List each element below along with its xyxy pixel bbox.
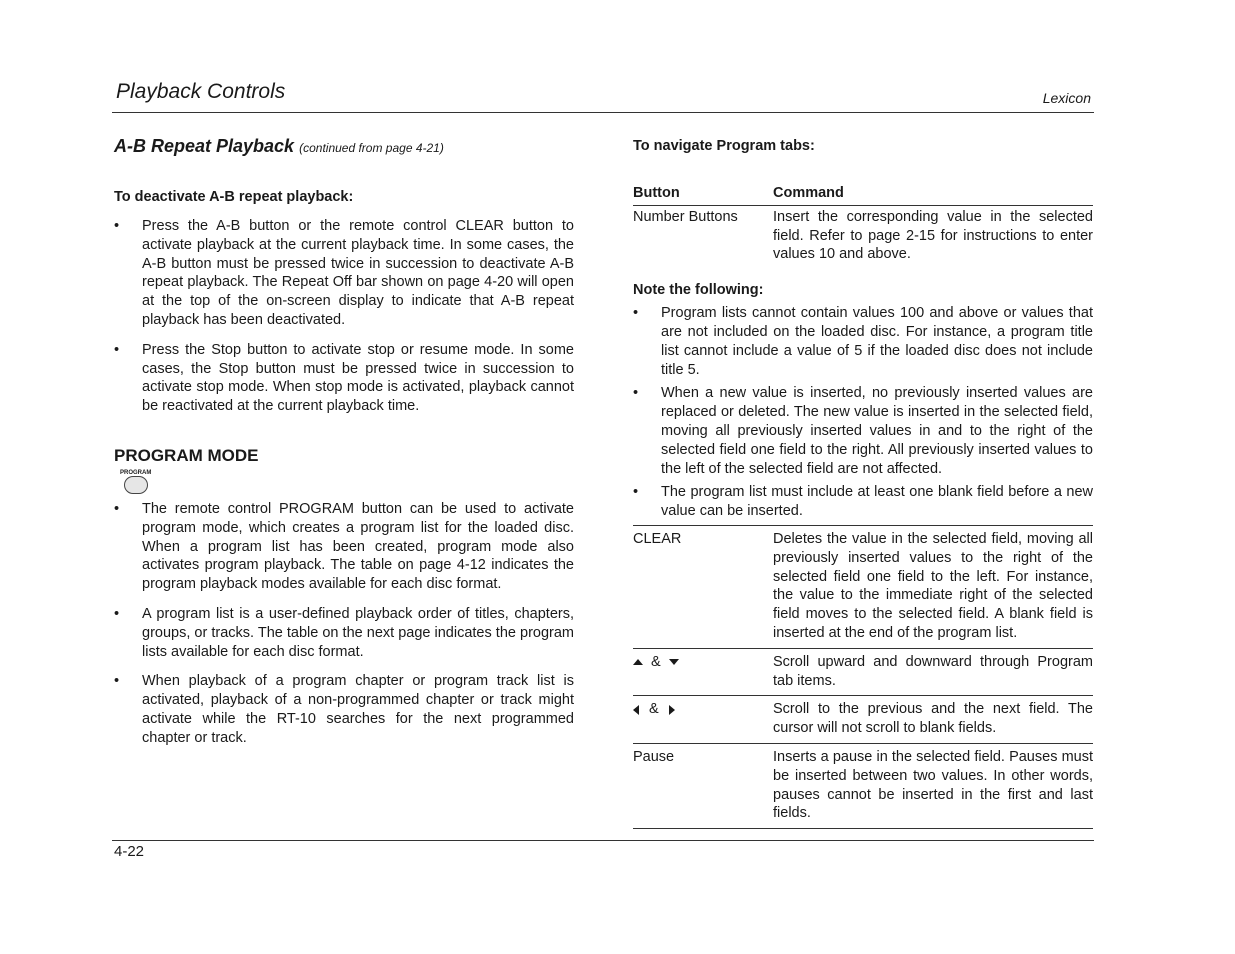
header-divider	[112, 112, 1094, 113]
program-button-label: PROGRAM	[120, 469, 152, 476]
list-item-text: A program list is a user-defined playback order of titles, chapters, groups, or tracks. The table on the next page indicates the program lists available for each disc format.	[142, 605, 574, 660]
bullet-icon: •	[114, 218, 120, 234]
brand-name: Lexicon	[1042, 90, 1091, 106]
cell-command: Scroll to the previous and the next field. The cursor will not scroll to blank fields.	[773, 701, 1093, 737]
table-row	[633, 743, 1093, 828]
bullet-icon: •	[633, 385, 639, 402]
table-row	[633, 648, 1093, 696]
list-item	[114, 605, 574, 661]
cell-button: Pause	[633, 748, 675, 765]
cell-command: Insert the corresponding value in the selected field. Refer to page 2-15 for instructions to enter values 10 and above.	[773, 208, 1093, 263]
ampersand: &	[649, 701, 659, 718]
cell-button	[633, 696, 773, 744]
list-item-text: The program list must include at least one blank field before a new value can be inserted.	[661, 484, 1093, 520]
bullet-icon: •	[114, 673, 120, 690]
list-item-text: Press the A-B button or the remote control CLEAR button to activate playback at the current playback time. In some cases, the A-B button must be pressed twice in succession to deactivate A-B repeat playback. The Repeat Off bar shown on page 4-20 will open at the top of the on-screen display to indicate that A-B repeat playback has been deactivated.	[142, 218, 574, 328]
up-arrow-icon	[633, 659, 643, 665]
right-arrow-icon	[669, 705, 675, 715]
list-item	[633, 304, 1093, 379]
note-list	[633, 304, 1093, 521]
table-header-row	[633, 184, 1093, 205]
deactivate-subhead: To deactivate A-B repeat playback:	[114, 189, 354, 205]
list-item	[114, 217, 574, 330]
page-number: 4-22	[114, 843, 145, 860]
table-row	[633, 696, 1093, 744]
cell-button	[633, 648, 773, 696]
list-item-text: Press the Stop button to activate stop or resume mode. In some cases, the Stop button must be pressed twice in succession to activate stop mode. When stop mode is activated, playback cannot be reactivated at the current playback time.	[142, 341, 574, 415]
command-table-bottom	[633, 525, 1093, 829]
list-item-text: When a new value is inserted, no previously inserted values are replaced or deleted. The new value is inserted in the selected field, moving all previously inserted values in and to the right of the selected field one field to the right. All previously inserted values to the left of the selected field are not affected.	[661, 385, 1093, 477]
cell-command: Scroll upward and downward through Program tab items.	[773, 653, 1093, 689]
footer-divider	[112, 840, 1094, 841]
list-item-text: Program lists cannot contain values 100 and above or values that are not included on the loaded disc. For instance, a program title list cannot include a value of 5 if the loaded disc does not include title 5.	[661, 305, 1093, 378]
continued-note: (continued from page 4-21)	[299, 141, 444, 155]
list-item	[633, 483, 1093, 521]
left-arrow-icon	[633, 705, 639, 715]
table-row	[633, 525, 1093, 648]
program-button-icon	[124, 476, 148, 494]
bullet-icon: •	[633, 484, 639, 501]
page-title: Playback Controls	[116, 80, 286, 103]
bullet-icon: •	[114, 500, 120, 517]
ab-repeat-heading	[114, 136, 574, 157]
down-arrow-icon	[669, 659, 679, 665]
left-column	[114, 136, 574, 748]
list-item-text: When playback of a program chapter or program track list is activated, playback of a non-programmed chapter or track might activate while the RT-10 searches for the next programmed chapter or track.	[142, 673, 574, 746]
list-item-text: The remote control PROGRAM button can be used to activate program mode, which creates a program list for the loaded disc. When a program list has been created, program mode also activates program playback. The table on page 4-12 indicates the program playback modes available for each disc format.	[142, 500, 574, 593]
list-item	[114, 341, 574, 416]
ab-repeat-title: A-B Repeat Playback	[114, 136, 295, 156]
list-item	[633, 384, 1093, 478]
program-list	[114, 500, 574, 748]
navigate-subhead: To navigate Program tabs:	[633, 138, 815, 154]
program-mode-heading: PROGRAM MODE	[114, 445, 259, 465]
program-button-graphic	[120, 470, 160, 494]
table-row	[633, 205, 1093, 264]
cell-command: Deletes the value in the selected field, moving all previously inserted values to the right of the selected field one field to the left. For instance, the value to the immediate right of the selected field moves to the selected field. A blank field is inserted at the end of the program list.	[773, 530, 1093, 641]
cell-button: CLEAR	[633, 530, 682, 547]
bullet-icon: •	[633, 305, 639, 322]
column-header-command: Command	[773, 185, 844, 201]
bullet-icon: •	[114, 605, 120, 622]
ampersand: &	[651, 653, 661, 670]
note-subhead: Note the following:	[633, 282, 764, 299]
deactivate-list	[114, 217, 574, 416]
command-table-top	[633, 184, 1093, 264]
right-column	[633, 136, 1093, 829]
list-item	[114, 672, 574, 747]
cell-button: Number Buttons	[633, 208, 738, 225]
list-item	[114, 500, 574, 594]
cell-command: Inserts a pause in the selected field. Pauses must be inserted between two values. In other words, pauses cannot be inserted in the first and last fields.	[773, 748, 1093, 822]
bullet-icon: •	[114, 341, 120, 358]
column-header-button: Button	[633, 185, 680, 201]
